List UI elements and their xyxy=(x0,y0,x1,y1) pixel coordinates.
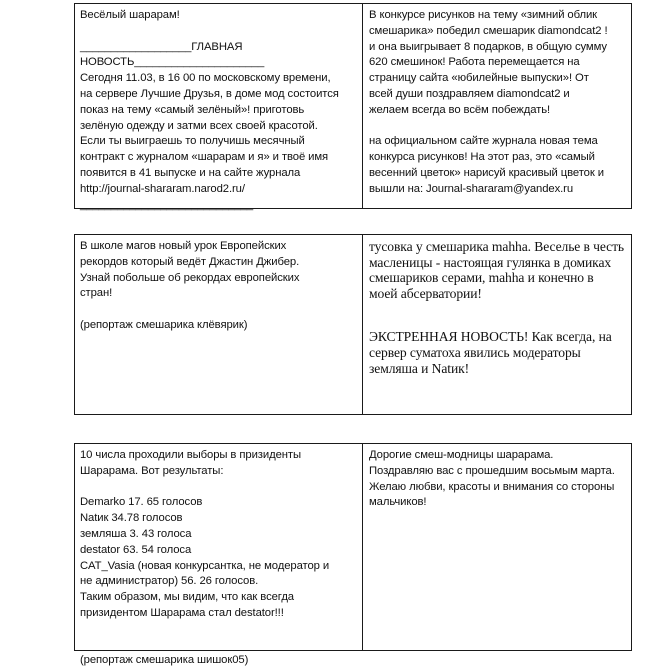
text-line: В конкурсе рисунков на тему «зимний облик xyxy=(369,9,598,21)
text-line: появится в 41 выпуске и на сайте журнала xyxy=(80,166,301,179)
text-line: стран! xyxy=(80,287,113,300)
text-line: и она выигрывает 8 подарков, в общую сумму xyxy=(369,40,607,53)
text-line: Узнай побольше об рекордах европейских xyxy=(80,271,300,284)
text-line: Дорогие смеш-модницы шарарама. xyxy=(369,449,554,461)
text-line: земляша 3. 43 голоса xyxy=(80,527,192,540)
text-line[interactable]: вышли на: Journal-shararam@yandex.ru xyxy=(369,182,574,195)
text-line: моей абсерватории! xyxy=(369,285,482,301)
news-cell-election-results xyxy=(75,444,363,667)
text-line: НОВОСТЬ_____________________ xyxy=(80,56,265,69)
text-line: рекордов который ведёт Джастин Джибер. xyxy=(80,255,300,268)
news-table-3 xyxy=(74,443,632,667)
text-line: Сегодня 11.03, в 16 00 по московскому времени, xyxy=(80,72,331,85)
text-line: В школе магов новый урок Европейских xyxy=(80,240,287,252)
text-line: на официальном сайте журнала новая тема xyxy=(369,135,598,148)
text-line: желаем всегда во всём побеждать! xyxy=(369,103,551,116)
text-line: земляша и Natик! xyxy=(369,360,470,376)
text-line xyxy=(80,24,357,40)
text-line: Natик 34.78 голосов xyxy=(80,512,183,525)
news-cell-main-news xyxy=(75,4,363,211)
text-line: (репортаж смешарика клёвярик) xyxy=(80,318,248,331)
news-cell-march-8-greeting xyxy=(363,444,631,650)
text-line: Demarko 17. 65 голосов xyxy=(80,496,203,509)
text-line xyxy=(80,638,357,654)
text-line: показ на тему «самый зелёный»! приготовь xyxy=(80,103,305,116)
text-line: масленицы - настоящая гулянка в домиках xyxy=(369,254,612,270)
text-line: тусовка у смешарика mahha. Веселье в честь xyxy=(369,239,625,254)
text-line: ____________________________ xyxy=(80,198,254,211)
text-line: смешарика» победил смешарик diamondcat2 ! xyxy=(369,24,608,37)
text-line: 10 числа проходили выборы в призиденты xyxy=(80,449,301,461)
text-line: всей души поздравляем diamondcat2 и xyxy=(369,87,570,100)
text-line xyxy=(80,302,357,318)
text-line: мальчиков! xyxy=(369,496,427,509)
text-line: 620 смешинок! Работа перемещается на xyxy=(369,56,580,69)
news-table-2 xyxy=(74,234,632,415)
text-line: зелёную одежду и затми всех своей красотой. xyxy=(80,119,318,132)
text-line: __________________ГЛАВНАЯ xyxy=(80,40,243,53)
news-cell-party-and-urgent xyxy=(363,235,631,414)
text-line: Таким образом, мы видим, что как всегда xyxy=(80,591,294,604)
text-line: на сервере Лучшие Друзья, в доме мод состоится xyxy=(80,87,339,100)
text-line: весенний цветок» нарисуй красивый цветок и xyxy=(369,166,604,179)
text-line xyxy=(369,119,626,135)
text-line: Желаю любви, красоты и внимания со стороны xyxy=(369,480,615,493)
urgent-news-paragraph xyxy=(369,329,626,376)
text-line: (репортаж смешарика шишок05) xyxy=(80,654,249,667)
text-line: не администратор) 56. 26 голосов. xyxy=(80,575,259,588)
news-table-1 xyxy=(74,3,632,209)
text-line: страницу сайта «юбилейные выпуски»! От xyxy=(369,72,589,85)
text-line: смешариков серами, mahha и конечно в xyxy=(369,270,594,286)
text-line: Поздравляю вас с прошедшим восьмым марта. xyxy=(369,464,615,477)
text-line: ЭКСТРЕННАЯ НОВОСТЬ! Как всегда, на xyxy=(369,329,612,345)
text-line: Если ты выиграешь то получишь месячный xyxy=(80,135,305,148)
text-line: destator 63. 54 голоса xyxy=(80,543,192,556)
news-cell-magic-school xyxy=(75,235,363,414)
text-line: призидентом Шарарама стал destator!!! xyxy=(80,606,284,619)
paragraph-gap xyxy=(369,301,626,329)
news-cell-drawing-contest xyxy=(363,4,631,208)
text-line: сервер суматоха явились модераторы xyxy=(369,344,581,360)
text-line xyxy=(80,622,357,638)
party-paragraph xyxy=(369,239,626,301)
text-line: CAT_Vasia (новая конкурсантка, не модератор и xyxy=(80,559,330,572)
text-line: конкурса рисунков! На этот раз, это «самый xyxy=(369,151,595,164)
text-line: контракт с журналом «шарарам и я» и твоё имя xyxy=(80,151,329,164)
text-line[interactable]: http://journal-shararam.narod2.ru/ xyxy=(80,182,245,195)
text-line: Шарарама. Вот результаты: xyxy=(80,464,224,477)
text-line: Весёлый шарарам! xyxy=(80,9,180,21)
text-line xyxy=(80,480,357,496)
